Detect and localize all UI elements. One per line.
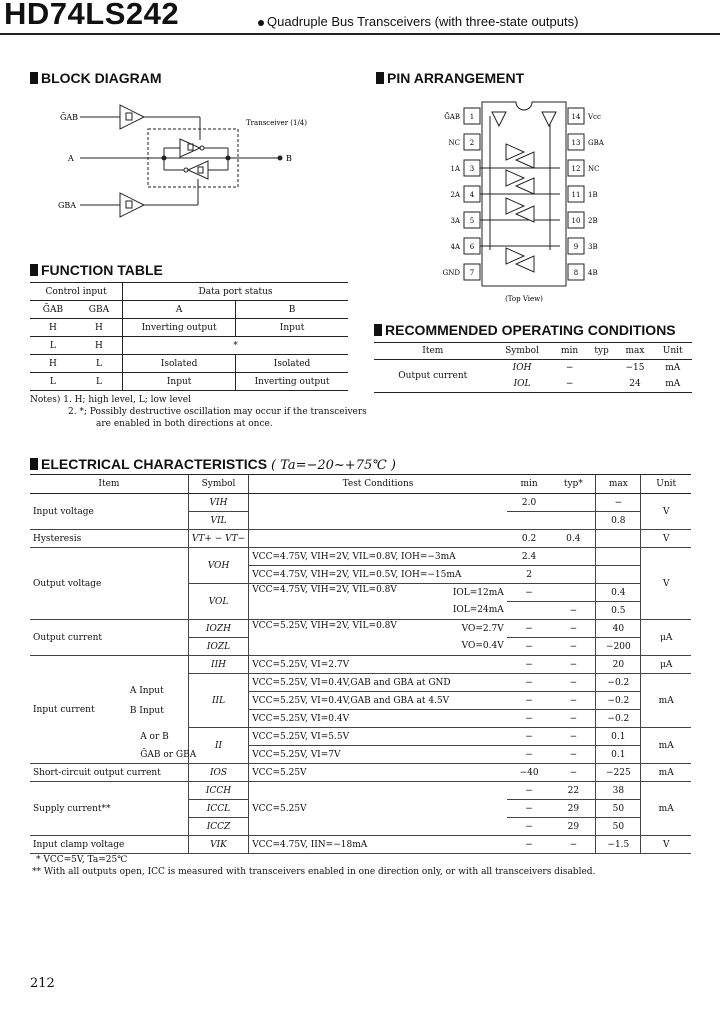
ec-typ: − (551, 836, 595, 854)
ec-min: − (507, 728, 552, 746)
pin-number: 14 (571, 113, 581, 121)
ec-typ: 29 (551, 800, 595, 818)
roc-head: Symbol (505, 346, 539, 356)
ec-cond: VCC=5.25V, VI=0.4V,GAB and GBA at GND (249, 674, 507, 692)
ec-max: 40 (596, 620, 641, 638)
ec-item: Hysteresis (30, 530, 188, 548)
ec-item: Supply current** (30, 782, 188, 836)
recommended-table (374, 342, 692, 393)
pin-name: 3B (588, 243, 598, 251)
ec-unit: V (641, 494, 691, 530)
roc-typ (587, 376, 617, 393)
ec-symbol: ICCH (188, 782, 248, 800)
ft-cell: Input (123, 373, 236, 391)
ec-typ (551, 584, 595, 602)
ft-cell: Inverting output (123, 319, 236, 337)
ec-min: − (507, 746, 552, 764)
ec-symbol: IOS (188, 764, 248, 782)
ft-cell: L (76, 355, 123, 373)
ec-max: 50 (596, 818, 641, 836)
ft-col: ḠAB (30, 301, 76, 319)
section-square-icon (376, 72, 384, 84)
ec-symbol (129, 674, 248, 728)
bullet-dot-icon (258, 20, 264, 26)
note-line: Notes) 1. H; high level, L; low level (30, 395, 191, 405)
ec-item: Short-circuit output current (30, 764, 188, 782)
ec-typ: 29 (551, 818, 595, 836)
function-table-notes (30, 394, 367, 430)
pin-name: GBA (588, 139, 604, 147)
ec-symbol: IOZL (188, 638, 248, 656)
ec-max: −0.2 (596, 710, 641, 728)
table-row (30, 782, 691, 800)
pin-name: GND (442, 269, 460, 277)
ft-cell: Isolated (236, 355, 348, 373)
electrical-conditions: ( Ta=−20~+75℃ ) (270, 458, 396, 473)
footnote-line: ** With all outputs open, ICC is measured with transceivers enabled in one direction only, or with all transceivers disabled. (32, 867, 596, 877)
footnote-line: * VCC=5V, Ta=25℃ (36, 855, 128, 865)
roc-head: min (561, 346, 579, 356)
pin-name: 3A (450, 217, 460, 225)
part-subtitle (258, 14, 578, 29)
header-rule (0, 33, 720, 35)
roc-head: max (625, 346, 645, 356)
ec-max: 0.8 (596, 512, 641, 530)
ec-max: −0.2 (596, 674, 641, 692)
block-diagram (40, 95, 340, 225)
roc-symbol: IOL (513, 379, 531, 389)
ft-col: B (236, 301, 348, 319)
ec-max: − (596, 494, 641, 512)
ft-cell: * (123, 337, 348, 355)
pin-name: 1B (588, 191, 598, 199)
pin-number: 1 (469, 113, 475, 121)
pin-number: 4 (469, 191, 475, 199)
ec-min: 2.4 (507, 548, 552, 566)
roc-head: typ (594, 346, 609, 356)
ec-unit: μA (641, 656, 691, 674)
ec-max (596, 566, 641, 584)
roc-typ (587, 360, 617, 377)
ec-unit: μA (641, 620, 691, 656)
ec-typ: − (551, 674, 595, 692)
ec-max: −1.5 (596, 836, 641, 854)
bd-b-label: B (286, 154, 292, 163)
pin-number: 12 (571, 165, 581, 173)
pin-name: 1A (450, 165, 460, 173)
ft-head-data: Data port status (123, 283, 348, 301)
ec-unit: mA (641, 782, 691, 836)
ec-symbol: IIH (188, 656, 248, 674)
ec-max: 38 (596, 782, 641, 800)
pin-arrangement-title: PIN ARRANGEMENT (387, 70, 525, 86)
pin-name: 4A (450, 243, 460, 251)
ec-min: − (507, 620, 552, 638)
ec-max: −200 (596, 638, 641, 656)
pin-name: 2A (450, 191, 460, 199)
ec-cond-main: VCC=5.25V, VIH=2V, VIL=0.8V (252, 620, 397, 631)
ft-cell: H (76, 337, 123, 355)
ec-typ: − (551, 638, 595, 656)
electrical-heading (30, 456, 396, 473)
ec-min: − (507, 692, 552, 710)
ec-max: 0.1 (596, 728, 641, 746)
table-row (30, 656, 691, 674)
ft-cell: L (30, 337, 76, 355)
part-number-title: HD74LS242 (4, 0, 180, 31)
pin-name: Vcc (588, 113, 601, 121)
roc-symbol: IOH (512, 363, 532, 373)
bd-gba-label: GBA (58, 201, 77, 210)
roc-head: Unit (662, 346, 683, 356)
ec-min: − (507, 818, 552, 836)
ft-cell: Isolated (123, 355, 236, 373)
ec-cond: A or B VCC=5.25V, VI=5.5V (249, 728, 507, 746)
ec-max: 0.4 (596, 584, 641, 602)
pin-number: 10 (571, 217, 581, 225)
roc-min: − (565, 379, 574, 389)
ec-cond-text: VCC=5.25V, VI=7V (252, 749, 341, 760)
ec-min: − (507, 674, 552, 692)
ec-min: 0.2 (507, 530, 552, 548)
pin-arrangement-heading (376, 70, 524, 86)
pin-number: 6 (469, 243, 475, 251)
pin-number: 2 (469, 139, 475, 147)
ec-max: 0.1 (596, 746, 641, 764)
ec-typ: − (551, 692, 595, 710)
ec-symbol: II (188, 728, 248, 764)
function-table (30, 282, 348, 391)
ft-cell: L (30, 373, 76, 391)
ec-cond: VCC=5.25V, VI=2.7V (249, 656, 507, 674)
ec-min: −40 (507, 764, 552, 782)
pin-number: 3 (469, 165, 475, 173)
pin-name: 4B (588, 269, 598, 277)
function-table-title: FUNCTION TABLE (41, 262, 163, 278)
ft-cell: L (76, 373, 123, 391)
ec-max: −0.2 (596, 692, 641, 710)
ec-cond-sub (453, 585, 504, 619)
section-square-icon (374, 324, 382, 336)
section-square-icon (30, 458, 38, 470)
note-line: are enabled in both directions at once. (96, 419, 273, 429)
ec-cond (249, 494, 507, 530)
bd-a-label: A (68, 154, 74, 163)
ec-symbol: VIK (188, 836, 248, 854)
ec-unit: V (641, 530, 691, 548)
table-row (30, 836, 691, 854)
ec-cond-text: VCC=5.25V, VI=5.5V (252, 731, 350, 742)
ec-cond-sub1: VO=2.7V (461, 623, 504, 634)
ft-cell: H (30, 319, 76, 337)
ec-cond (249, 530, 507, 548)
ec-cond: ḠAB or GBA VCC=5.25V, VI=7V (249, 746, 507, 764)
ec-min (507, 512, 552, 530)
ec-typ: 22 (551, 782, 595, 800)
ec-min: 2 (507, 566, 552, 584)
ft-col: GBA (76, 301, 123, 319)
ec-max (596, 530, 641, 548)
ec-cond (249, 620, 507, 656)
ec-symbol: ICCZ (188, 818, 248, 836)
note-line: 2. *; Possibly destructive oscillation may occur if the transceivers (68, 407, 367, 417)
ec-typ (551, 494, 595, 512)
ec-cond: VCC=4.75V, VIH=2V, VIL=0.8V, IOH=−3mA (249, 548, 507, 566)
ec-sub-label: B Input (129, 705, 164, 716)
ec-typ: − (551, 620, 595, 638)
ec-min: 2.0 (507, 494, 552, 512)
ec-head: Symbol (188, 475, 248, 494)
ec-item: Input voltage (30, 494, 188, 530)
ec-unit: V (641, 548, 691, 620)
function-table-heading (30, 262, 163, 278)
ec-min: − (507, 656, 552, 674)
ec-unit: mA (641, 674, 691, 728)
ec-max: 20 (596, 656, 641, 674)
ec-cond: VCC=5.25V (249, 782, 507, 836)
ec-head: max (596, 475, 641, 494)
section-square-icon (30, 72, 38, 84)
ec-cond (249, 584, 507, 620)
ec-min: − (507, 782, 552, 800)
subtitle-text: Quadruple Bus Transceivers (with three-state outputs) (267, 14, 579, 29)
ec-unit: mA (641, 728, 691, 764)
roc-item: Output current (398, 371, 468, 381)
electrical-title: ELECTRICAL CHARACTERISTICS (41, 456, 268, 472)
ec-cond: VCC=5.25V, VI=0.4V,GAB and GBA at 4.5V (249, 692, 507, 710)
pin-view-caption: (Top View) (505, 295, 543, 303)
pin-diagram (430, 100, 630, 310)
roc-unit: mA (665, 379, 681, 389)
pin-name: ḠAB (444, 113, 460, 121)
pin-number: 9 (573, 243, 579, 251)
ec-cond: VCC=5.25V, VI=0.4V (249, 710, 507, 728)
ft-cell: H (76, 319, 123, 337)
ec-cond: VCC=4.75V, IIN=−18mA (249, 836, 507, 854)
page-number: 212 (30, 976, 55, 991)
ec-min: − (507, 710, 552, 728)
ec-cond: VCC=4.75V, VIH=2V, VIL=0.5V, IOH=−15mA (249, 566, 507, 584)
ec-symbol: VT+ − VT− (188, 530, 248, 548)
ec-symbol: VOH (188, 548, 248, 584)
ec-item: Output voltage (30, 548, 188, 620)
ft-cell: H (30, 355, 76, 373)
ec-unit: mA (641, 764, 691, 782)
roc-head: Item (422, 346, 444, 356)
ec-head: Test Conditions (249, 475, 507, 494)
ec-typ: 0.4 (551, 530, 595, 548)
ec-typ (551, 548, 595, 566)
roc-unit: mA (665, 363, 681, 373)
bd-gab-label: ḠAB (60, 113, 79, 122)
ec-symbol: VIL (188, 512, 248, 530)
table-row (30, 530, 691, 548)
electrical-table (30, 474, 691, 854)
ec-item: Input clamp voltage (30, 836, 188, 854)
block-diagram-title: BLOCK DIAGRAM (41, 70, 162, 86)
pin-name: NC (448, 139, 460, 147)
ec-typ (551, 512, 595, 530)
ec-symbol: VOL (188, 584, 248, 620)
ft-col: A (123, 301, 236, 319)
ec-cond-sub2: VO=0.4V (461, 640, 504, 651)
pin-number: 13 (571, 139, 581, 147)
ec-cond-sub (462, 621, 504, 655)
table-row (30, 494, 691, 512)
ec-sub-label: A Input (129, 685, 164, 696)
pin-name: NC (588, 165, 600, 173)
table-row (30, 620, 691, 638)
ec-symbol: IOZH (188, 620, 248, 638)
ec-symbol-text: IIL (211, 695, 226, 706)
ec-cond: VCC=5.25V (249, 764, 507, 782)
ec-head: Unit (641, 475, 691, 494)
ec-max: 0.5 (596, 602, 641, 620)
pin-name: 2B (588, 217, 598, 225)
ec-cond-sub1: IOL=12mA (452, 587, 504, 598)
ec-typ: − (551, 764, 595, 782)
electrical-footnotes (32, 854, 596, 878)
pin-number: 7 (469, 269, 475, 277)
ec-min: − (507, 584, 552, 602)
recommended-title: RECOMMENDED OPERATING CONDITIONS (385, 322, 676, 338)
ec-item-label: Input current (33, 704, 95, 715)
ec-min: − (507, 800, 552, 818)
ec-unit: V (641, 836, 691, 854)
ft-cell: Inverting output (236, 373, 348, 391)
ec-max: 50 (596, 800, 641, 818)
ec-symbol: VIH (188, 494, 248, 512)
ec-head: Item (30, 475, 188, 494)
ec-symbol: ICCL (188, 800, 248, 818)
table-row (30, 548, 691, 566)
ft-head-control: Control input (30, 283, 123, 301)
block-diagram-heading (30, 70, 162, 86)
ec-min (507, 602, 552, 620)
ec-typ: − (551, 746, 595, 764)
pin-number: 8 (573, 269, 579, 277)
ec-typ: − (551, 728, 595, 746)
roc-max: −15 (625, 363, 645, 373)
table-row (30, 764, 691, 782)
ec-max: −225 (596, 764, 641, 782)
ec-max (596, 548, 641, 566)
ec-cond-main: VCC=4.75V, VIH=2V, VIL=0.8V (252, 584, 397, 595)
pin-number: 11 (571, 191, 581, 199)
ec-typ: − (551, 656, 595, 674)
ec-typ (551, 566, 595, 584)
bd-box-label: Transceiver (1/4) (246, 119, 307, 127)
section-square-icon (30, 264, 38, 276)
ec-head: min (507, 475, 552, 494)
roc-max: 24 (629, 379, 641, 389)
pin-number: 5 (469, 217, 475, 225)
ec-min: − (507, 836, 552, 854)
ft-cell: Input (236, 319, 348, 337)
ec-min: − (507, 638, 552, 656)
ec-item: Output current (30, 620, 188, 656)
roc-min: − (565, 363, 574, 373)
ec-typ: − (551, 710, 595, 728)
recommended-heading (374, 322, 676, 338)
ec-head: typ* (551, 475, 595, 494)
ec-typ: − (551, 602, 595, 620)
ec-cond-sub2: IOL=24mA (452, 604, 504, 615)
